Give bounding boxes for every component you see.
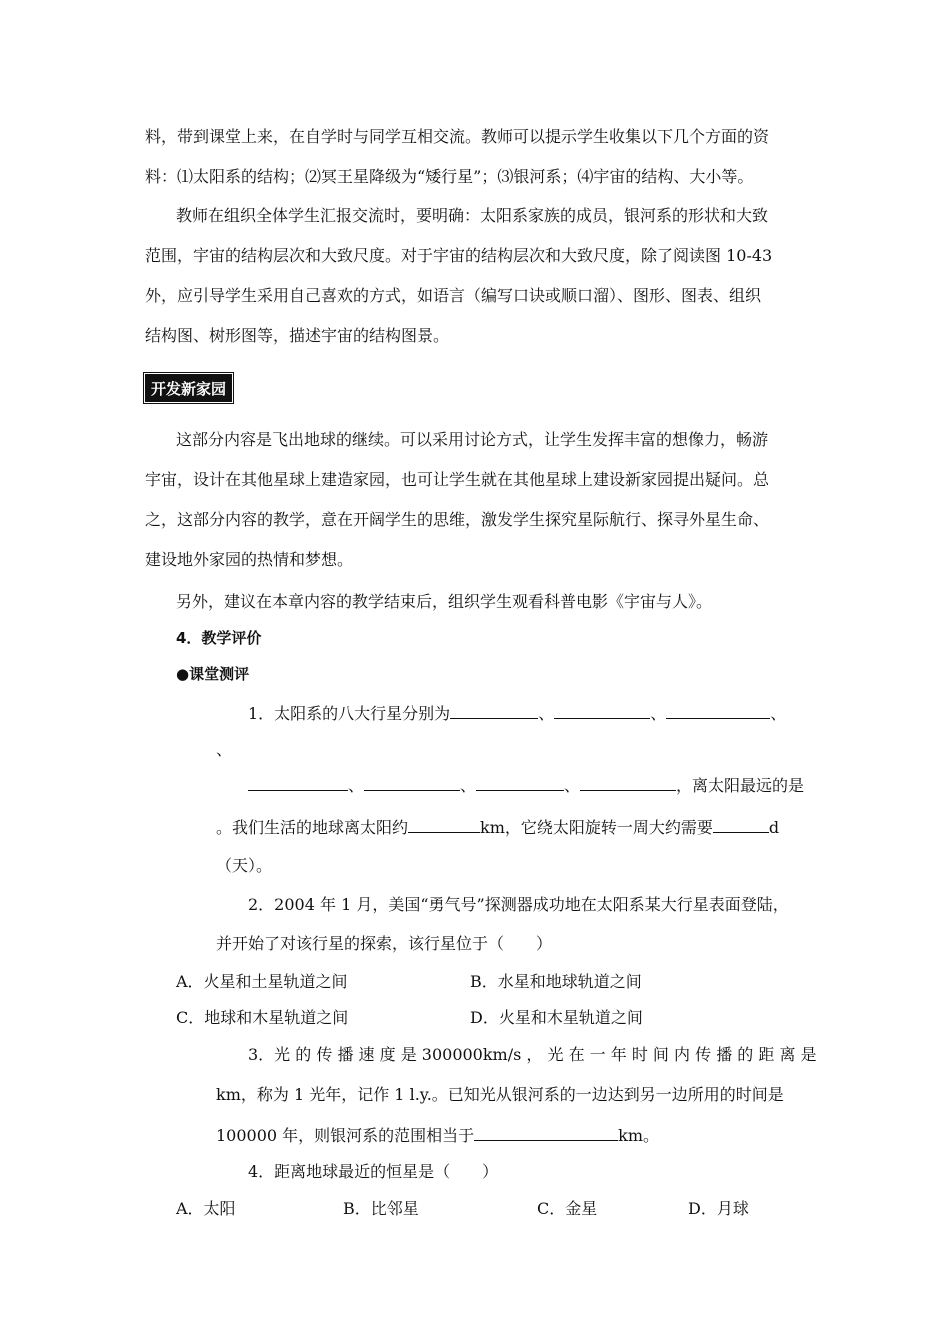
answer-blank[interactable] [713,817,769,833]
text-line: 料，带到课堂上来，在自学时与同学互相交流。教师可以提示学生收集以下几个方面的资 [145,127,770,146]
answer-blank[interactable] [408,817,480,833]
option-d[interactable]: D．火星和木星轨道之间 [470,1008,643,1027]
dangling-separator: 、 [216,740,233,759]
answer-blank[interactable] [580,775,676,791]
question-4-text: 4．距离地球最近的恒星是（ ） [248,1162,499,1181]
option-c[interactable]: C．金星 [537,1199,598,1218]
text-line: 并开始了对该行星的探索，该行星位于（ ） [216,934,553,953]
answer-blank[interactable] [364,775,460,791]
text-line: 建设地外家园的热情和梦想。 [145,550,354,569]
answer-blank[interactable] [248,775,348,791]
option-a[interactable]: A．火星和土星轨道之间 [176,972,348,991]
option-c[interactable]: C．地球和木星轨道之间 [176,1008,349,1027]
text-line: （天）。 [216,856,273,875]
section-heading: 开发新家园 [145,374,232,402]
answer-blank[interactable] [450,703,538,719]
text-line: 结构图、树形图等，描述宇宙的结构图景。 [145,326,450,345]
text-line: 外，应引导学生采用自己喜欢的方式，如语言（编写口诀或顺口溜）、图形、图表、组织 [145,286,762,305]
question-2-text: 2．2004 年 1 月，美国“勇气号”探测器成功地在太阳系某大行星表面登陆， [248,895,789,914]
answer-blank[interactable] [554,703,650,719]
text-line: 料：⑴太阳系的结构；⑵冥王星降级为“矮行星”；⑶银河系；⑷宇宙的结构、大小等。 [145,167,754,186]
option-a[interactable]: A．太阳 [176,1199,236,1218]
option-b[interactable]: B．比邻星 [343,1199,419,1218]
classroom-test-heading: ●课堂测评 [176,665,250,683]
option-d[interactable]: D．月球 [688,1199,749,1218]
option-b[interactable]: B．水星和地球轨道之间 [470,972,642,991]
text-line: km，称为 1 光年，记作 1 l.y.。已知光从银河系的一边达到另一边所用的时间是 [216,1085,784,1104]
answer-blank[interactable] [476,775,564,791]
answer-blank[interactable] [666,703,770,719]
text-line: 教师在组织全体学生汇报交流时，要明确：太阳系家族的成员，银河系的形状和大致 [176,206,769,225]
text-line: 宇宙，设计在其他星球上建造家园，也可让学生就在其他星球上建设新家园提出疑问。总 [145,470,770,489]
answer-blank[interactable] [474,1125,618,1141]
evaluation-heading: 4．教学评价 [176,629,262,647]
text-line: 范围，宇宙的结构层次和大致尺度。对于宇宙的结构层次和大致尺度，除了阅读图 10-43 [145,246,773,265]
question-1-text: 1．太阳系的八大行星分别为 [248,704,451,723]
paragraph-movie: 另外，建议在本章内容的教学结束后，组织学生观看科普电影《宇宙与人》。 [176,592,713,611]
text-line: 之，这部分内容的教学，意在开阔学生的思维，激发学生探究星际航行、探寻外星生命、 [145,510,770,529]
text-line: 这部分内容是飞出地球的继续。可以采用讨论方式，让学生发挥丰富的想像力，畅游 [176,430,769,449]
question-3-text: 3．光 的 传 播 速 度 是 300000km/s ， 光 在 一 年 时 间 内 传 播 的 距 离 是 [248,1045,817,1064]
